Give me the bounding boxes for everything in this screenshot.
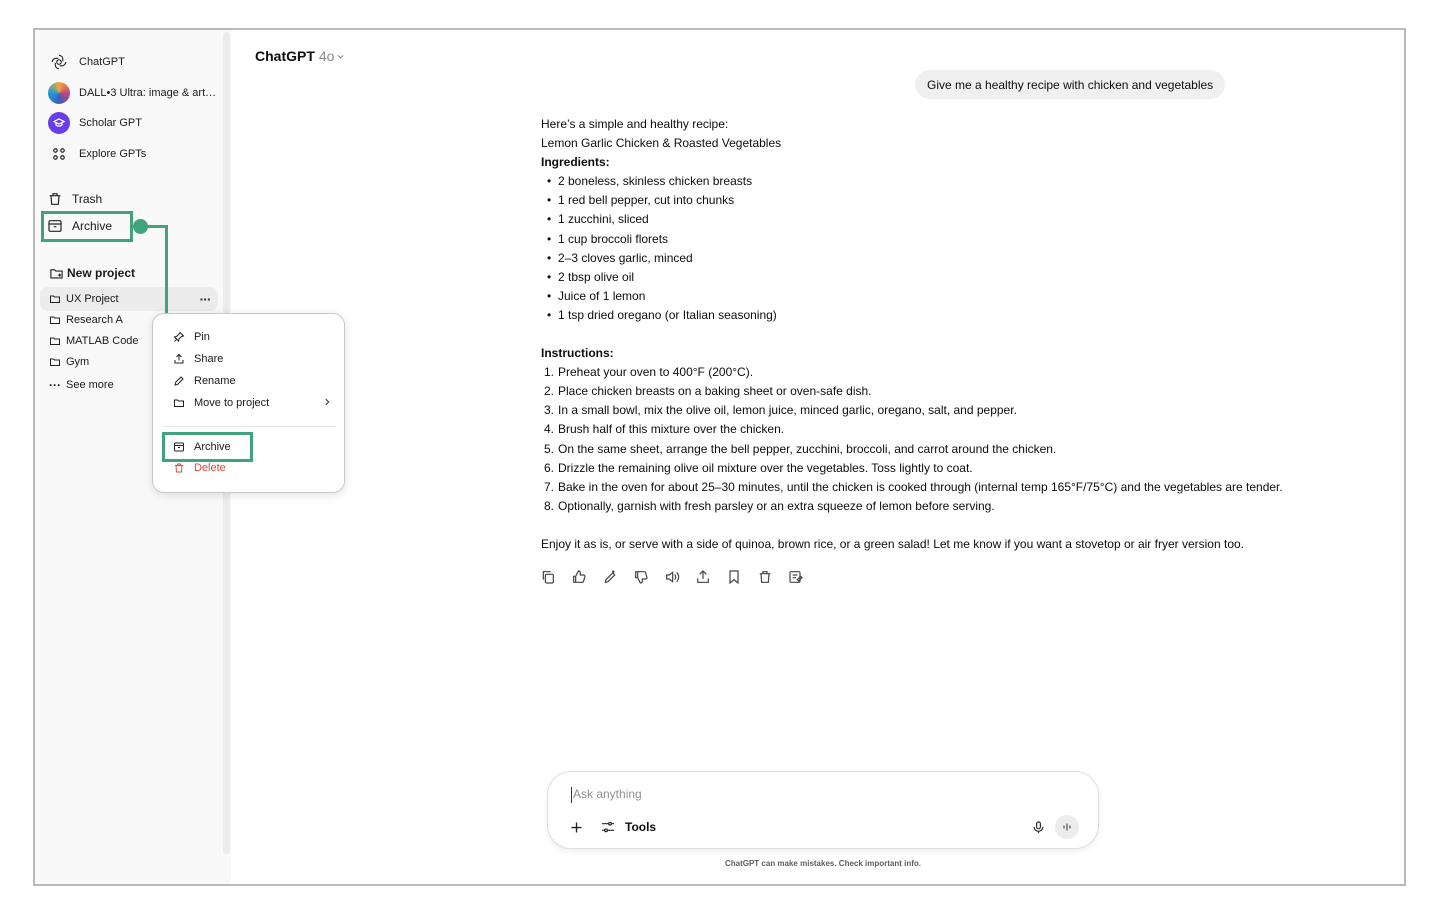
list-item: 4. Brush half of this mixture over the chicken.: [544, 422, 785, 437]
sidebar-gpt-dalle[interactable]: [47, 80, 216, 106]
sliders-icon: [600, 819, 616, 835]
menu-item-delete[interactable]: [173, 459, 226, 477]
disclaimer-text: ChatGPT can make mistakes. Check important info.: [724, 859, 922, 868]
sidebar-item-label: Archive: [72, 219, 113, 233]
list-item: 7. Bake in the oven for about 25–30 minutes, until the chicken is cooked through (internal temp 165°F/75°C) and the vegetables are tender.: [544, 479, 1283, 494]
model-name: ChatGPT: [255, 48, 315, 64]
composer-placeholder[interactable]: Ask anything: [573, 787, 642, 801]
project-label: Gym: [66, 356, 90, 368]
ingredients-list: [541, 172, 1341, 325]
list-item: 1. Preheat your oven to 400°F (200°C).: [544, 365, 754, 380]
openai-logo-icon: [47, 50, 71, 74]
message-composer[interactable]: [547, 771, 1099, 849]
sidebar-item-archive[interactable]: [47, 214, 112, 238]
share-icon: [173, 353, 185, 365]
user-message-text: Give me a healthy recipe with chicken and vegetables: [927, 77, 1214, 92]
menu-divider: [163, 426, 336, 427]
sidebar-project-ux[interactable]: [49, 290, 119, 308]
menu-item-label: Rename: [194, 375, 236, 387]
folder-plus-icon: [49, 266, 64, 281]
sidebar-project-research[interactable]: [49, 311, 123, 329]
notes-icon[interactable]: [786, 567, 806, 587]
add-attachment-button[interactable]: [566, 817, 586, 837]
project-options-button[interactable]: ···: [199, 291, 211, 307]
list-item: 8. Optionally, garnish with fresh parsley or an extra squeeze of lemon before serving.: [544, 498, 995, 513]
bookmark-icon[interactable]: [724, 567, 744, 587]
sidebar-gpt-label: Scholar GPT: [79, 117, 142, 129]
list-item: 5. On the same sheet, arrange the bell pepper, zucchini, broccoli, and carrot around the chicken.: [544, 441, 1057, 456]
pencil-icon: [173, 375, 185, 387]
list-item: • 2 boneless, skinless chicken breasts: [541, 172, 1341, 191]
copy-icon[interactable]: [538, 567, 558, 587]
list-item: • 2 tbsp olive oil: [541, 268, 1341, 287]
sidebar-gpt-label: Explore GPTs: [79, 148, 147, 160]
menu-item-label: Pin: [194, 331, 210, 343]
menu-item-share[interactable]: [173, 350, 223, 368]
sidebar-project-gym[interactable]: [49, 353, 89, 371]
project-label: MATLAB Code: [66, 335, 139, 347]
sidebar-see-more[interactable]: [49, 376, 114, 394]
read-aloud-icon[interactable]: [662, 567, 682, 587]
sidebar-gpt-label: DALL•3 Ultra: image & art…: [79, 87, 217, 99]
ellipsis-icon: ···: [49, 378, 61, 392]
list-item: • 1 tsp dried oregano (or Italian seasoning): [541, 306, 1341, 325]
app-window: [33, 28, 1406, 886]
instructions-list: [541, 363, 1341, 516]
voice-waveform-icon: [1061, 821, 1073, 833]
folder-icon: [49, 293, 61, 305]
recipe-title: Lemon Garlic Chicken & Roasted Vegetables: [541, 136, 782, 151]
list-item: • 1 zucchini, sliced: [541, 210, 1341, 229]
grid-icon: [47, 142, 71, 166]
folder-icon: [49, 356, 61, 368]
project-label: UX Project: [66, 293, 119, 305]
chevron-down-icon: [336, 52, 345, 61]
list-item: • 1 red bell pepper, cut into chunks: [541, 191, 1341, 210]
dalle-avatar: [47, 81, 71, 105]
tools-label: Tools: [625, 820, 657, 834]
sidebar-gpt-label: ChatGPT: [79, 56, 125, 68]
menu-item-label: Archive: [194, 441, 231, 453]
answer-closing: Enjoy it as is, or serve with a side of quinoa, brown rice, or a green salad! Let me know if you want a stovetop or air fryer version too.: [541, 536, 1245, 551]
instructions-heading: Instructions:: [541, 346, 614, 361]
see-more-label: See more: [66, 379, 114, 391]
share-icon[interactable]: [693, 567, 713, 587]
list-item: • Juice of 1 lemon: [541, 287, 1341, 306]
tools-button[interactable]: [600, 817, 656, 837]
list-item: • 2–3 cloves garlic, minced: [541, 249, 1341, 268]
menu-item-label: Move to project: [194, 397, 270, 409]
list-item: 6. Drizzle the remaining olive oil mixture over the vegetables. Toss lightly to coat.: [544, 460, 973, 475]
model-version: 4o: [318, 48, 335, 64]
thumbs-up-icon[interactable]: [569, 567, 589, 587]
menu-item-rename[interactable]: [173, 372, 236, 390]
thumbs-down-icon[interactable]: [631, 567, 651, 587]
folder-icon: [49, 314, 61, 326]
project-context-menu: [152, 313, 345, 493]
archive-icon: [173, 441, 185, 453]
sidebar-project-matlab[interactable]: [49, 332, 139, 350]
menu-item-pin[interactable]: [173, 328, 210, 346]
model-selector[interactable]: [255, 48, 345, 64]
sidebar-gpt-scholar[interactable]: [47, 110, 142, 136]
folder-icon: [173, 397, 185, 409]
list-item: • 1 cup broccoli florets: [541, 230, 1341, 249]
microphone-button[interactable]: [1028, 817, 1048, 837]
sidebar-gpt-chatgpt[interactable]: [47, 49, 125, 75]
scholar-avatar: [47, 111, 71, 135]
list-item: 2. Place chicken breasts on a baking sheet or oven-safe dish.: [544, 384, 872, 399]
chevron-right-icon: [322, 397, 332, 407]
pin-icon: [173, 331, 185, 343]
trash-icon[interactable]: [755, 567, 775, 587]
voice-mode-button[interactable]: [1055, 815, 1079, 839]
archive-icon: [47, 218, 63, 234]
microphone-icon: [1031, 820, 1046, 835]
list-item: 3. In a small bowl, mix the olive oil, lemon juice, minced garlic, oregano, salt, and pepper.: [544, 403, 1017, 418]
new-project-button[interactable]: [49, 263, 135, 283]
menu-item-label: Delete: [194, 462, 226, 474]
user-message-bubble: [915, 70, 1225, 99]
edit-sparkle-icon[interactable]: [600, 567, 620, 587]
sidebar-explore-gpts[interactable]: [47, 141, 146, 167]
menu-item-label: Share: [194, 353, 224, 365]
trash-icon: [173, 462, 185, 474]
text-caret: [571, 787, 572, 803]
ingredients-heading: Ingredients:: [541, 155, 610, 170]
sidebar-item-label: Trash: [72, 192, 103, 206]
message-actions: [538, 567, 806, 587]
menu-item-archive[interactable]: [173, 438, 231, 456]
sidebar-item-trash[interactable]: [47, 187, 102, 211]
assistant-message: [541, 115, 1341, 554]
plus-icon: [569, 820, 584, 835]
project-label: Research A: [66, 314, 123, 326]
answer-intro: Here’s a simple and healthy recipe:: [541, 117, 729, 131]
folder-icon: [49, 335, 61, 347]
menu-item-move-to-project[interactable]: [173, 394, 269, 412]
trash-icon: [47, 191, 63, 207]
new-project-label: New project: [67, 266, 136, 280]
